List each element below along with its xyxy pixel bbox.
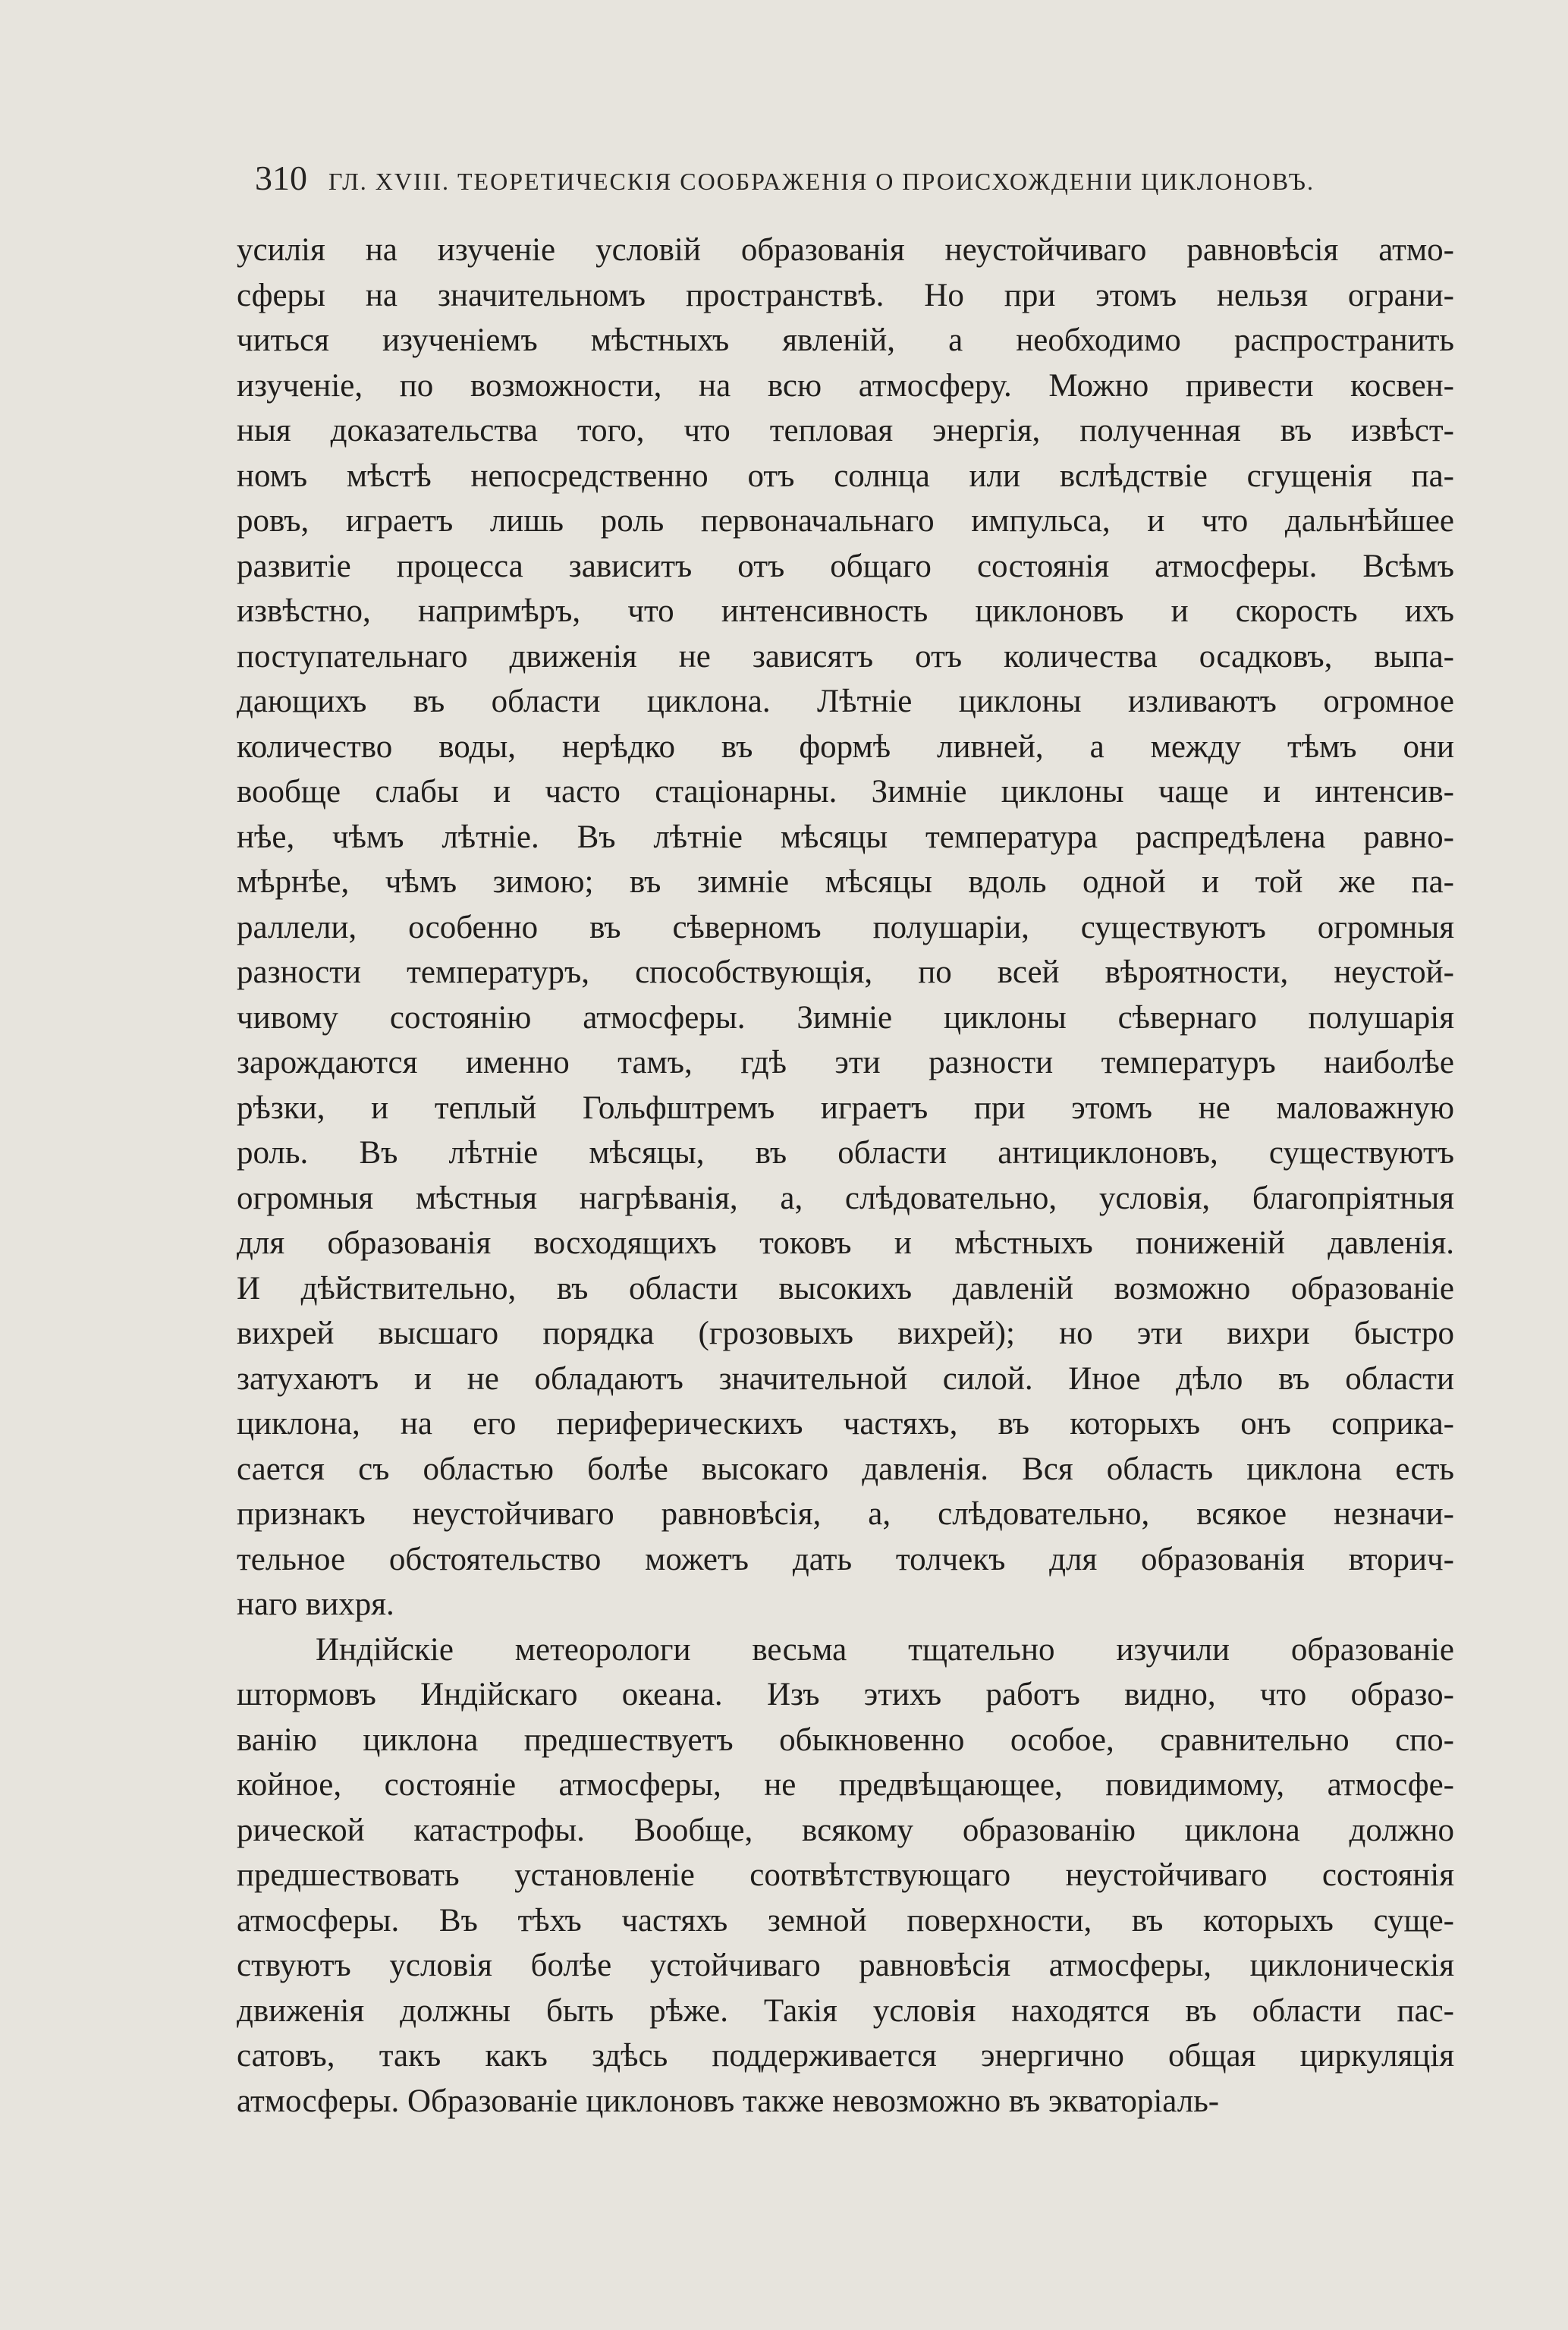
text-line: тельное обстоятельство можетъ дать толчекъ для образованія вторич- [237, 1541, 1454, 1577]
text-line: вихрей высшаго порядка (грозовыхъ вихрей); но эти вихри быстро [237, 1316, 1454, 1351]
text-line: для образованія восходящихъ токовъ и мѣстныхъ пониженій давленія. [237, 1225, 1454, 1261]
text-line: читься изученіемъ мѣстныхъ явленій, а необходимо распространить [237, 322, 1454, 358]
text-line: сферы на значительномъ пространствѣ. Но при этомъ нельзя ограни- [237, 277, 1454, 313]
text-line: количество воды, нерѣдко въ формѣ ливней, а между тѣмъ они [237, 728, 1454, 765]
text-line: ныя доказательства того, что тепловая энергія, полученная въ извѣст- [237, 413, 1454, 448]
text-line: чивому состоянію атмосферы. Зимніе циклоны сѣвернаго полушарія [237, 999, 1454, 1036]
text-line: наго вихря. [237, 1586, 394, 1622]
text-line: рической катастрофы. Вообще, всякому образованію циклона должно [237, 1812, 1454, 1848]
text-line: циклона, на его периферическихъ частяхъ, въ которыхъ онъ соприка- [237, 1406, 1454, 1442]
text-line: ванію циклона предшествуетъ обыкновенно особое, сравнительно спо- [237, 1722, 1454, 1758]
page-number: 310 [255, 159, 307, 197]
text-line: рѣзки, и теплый Гольфштремъ играетъ при этомъ не маловажную [237, 1090, 1454, 1126]
text-line: И дѣйствительно, въ области высокихъ давленій возможно образованіе [237, 1270, 1454, 1306]
text-line: предшествовать установленіе соотвѣтствующаго неустойчиваго состоянія [237, 1857, 1454, 1893]
text-line: сается съ областью болѣе высокаго давленія. Вся область циклона есть [237, 1451, 1454, 1487]
text-line: роль. Въ лѣтніе мѣсяцы, въ области антициклоновъ, существуютъ [237, 1135, 1454, 1171]
text-line: нѣе, чѣмъ лѣтніе. Въ лѣтніе мѣсяцы температура распредѣлена равно- [237, 819, 1454, 855]
text-line: движенія должны быть рѣже. Такія условія находятся въ области пас- [237, 1992, 1454, 2029]
text-line: атмосферы. Образованіе циклоновъ также невозможно въ экваторіаль- [237, 2083, 1220, 2119]
text-line: штормовъ Индійскаго океана. Изъ этихъ работъ видно, что образо- [237, 1677, 1454, 1712]
text-line: разности температуръ, способствующія, по всей вѣроятности, неустой- [237, 954, 1454, 990]
text-line: вообще слабы и часто стаціонарны. Зимніе циклоны чаще и интенсив- [237, 774, 1454, 810]
text-line: дающихъ въ области циклона. Лѣтніе циклоны изливаютъ огромное [237, 684, 1454, 719]
text-line: признакъ неустойчиваго равновѣсія, а, слѣдовательно, всякое незначи- [237, 1496, 1454, 1532]
text-line: затухаютъ и не обладаютъ значительной силой. Иное дѣло въ области [237, 1360, 1454, 1397]
running-title: ГЛ. XVIII. ТЕОРЕТИЧЕСКІЯ СООБРАЖЕНІЯ О ПРОИСХОЖДЕНІИ ЦИКЛОНОВЪ. [328, 168, 1315, 195]
text-line: сатовъ, такъ какъ здѣсь поддерживается энергично общая циркуляція [237, 2038, 1454, 2074]
text-line: атмосферы. Въ тѣхъ частяхъ земной поверхности, въ которыхъ суще- [237, 1902, 1454, 1939]
text-line: развитіе процесса зависитъ отъ общаго состоянія атмосферы. Всѣмъ [237, 548, 1454, 584]
text-line: номъ мѣстѣ непосредственно отъ солнца или вслѣдствіе сгущенія па- [237, 458, 1454, 494]
text-line: ствуютъ условія болѣе устойчиваго равновѣсія атмосферы, циклоническія [237, 1948, 1454, 1983]
text-line: раллели, особенно въ сѣверномъ полушаріи, существуютъ огромныя [237, 909, 1454, 945]
text-line: Индійскіе метеорологи весьма тщательно изучили образованіе [316, 1631, 1454, 1668]
text-line: поступательнаго движенія не зависятъ отъ количества осадковъ, выпа- [237, 638, 1454, 674]
paragraph [237, 1627, 1454, 2124]
text-line: извѣстно, напримѣръ, что интенсивность циклоновъ и скорость ихъ [237, 593, 1454, 629]
text-line: изученіе, по возможности, на всю атмосферу. Можно привести косвен- [237, 367, 1454, 404]
paragraph [237, 228, 1454, 1627]
text-line: огромныя мѣстныя нагрѣванія, а, слѣдовательно, условія, благопріятныя [237, 1180, 1454, 1216]
page-header [255, 158, 1453, 211]
text-line: мѣрнѣе, чѣмъ зимою; въ зимніе мѣсяцы вдоль одной и той же па- [237, 864, 1454, 900]
body-text [237, 228, 1454, 2124]
text-line: койное, состояніе атмосферы, не предвѣщающее, повидимому, атмосфе- [237, 1767, 1454, 1803]
text-line: усилія на изученіе условій образованія неустойчиваго равновѣсія атмо- [237, 232, 1454, 268]
text-line: ровъ, играетъ лишь роль первоначальнаго импульса, и что дальнѣйшее [237, 503, 1454, 539]
text-line: зарождаются именно тамъ, гдѣ эти разности температуръ наиболѣе [237, 1045, 1454, 1080]
